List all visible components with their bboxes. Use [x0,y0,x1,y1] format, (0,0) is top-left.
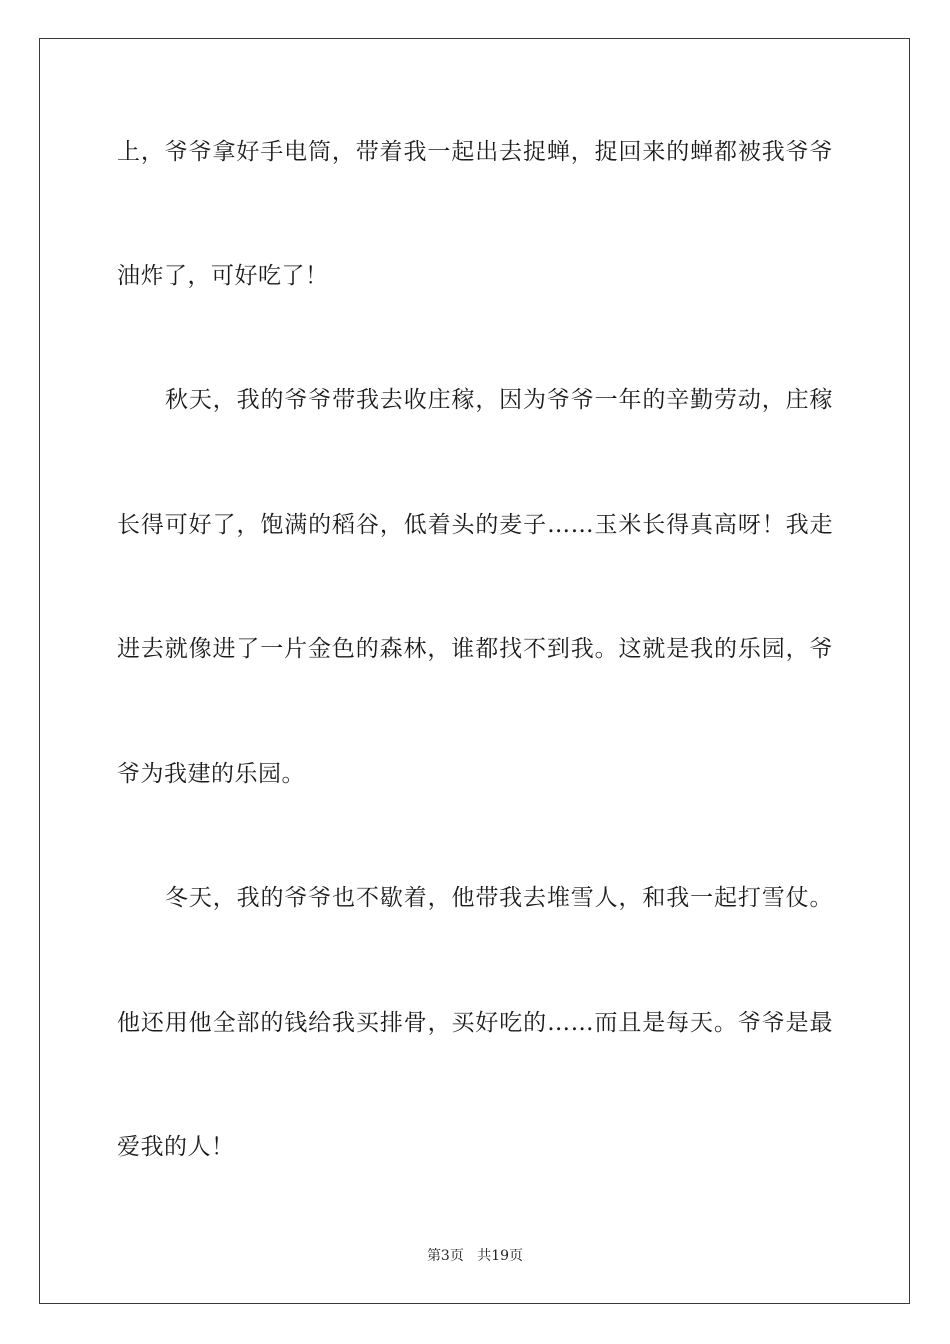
text-line: 他还用他全部的钱给我买排骨，买好吃的……而且是每天。爷爷是最 [117,1010,833,1036]
text-line: 进去就像进了一片金色的森林，谁都找不到我。这就是我的乐园，爷 [117,636,833,662]
text-line: 上，爷爷拿好手电筒，带着我一起出去捉蝉，捉回来的蝉都被我爷爷 [117,139,833,165]
text-line: 秋天，我的爷爷带我去收庄稼，因为爷爷一年的辛勤劳动，庄稼 [165,387,833,413]
page-frame [39,38,910,1304]
text-line: 长得可好了，饱满的稻谷，低着头的麦子……玉米长得真高呀！我走 [117,512,833,538]
page-footer [0,1246,950,1266]
text-line: 爱我的人！ [117,1134,235,1160]
text-line: 爷为我建的乐园。 [117,761,305,787]
text-line: 油炸了，可好吃了！ [117,263,329,289]
page-number: 第3页 [426,1248,464,1264]
text-line: 冬天，我的爷爷也不歇着，他带我去堆雪人，和我一起打雪仗。 [165,885,833,911]
page-total: 共19页 [477,1248,524,1264]
